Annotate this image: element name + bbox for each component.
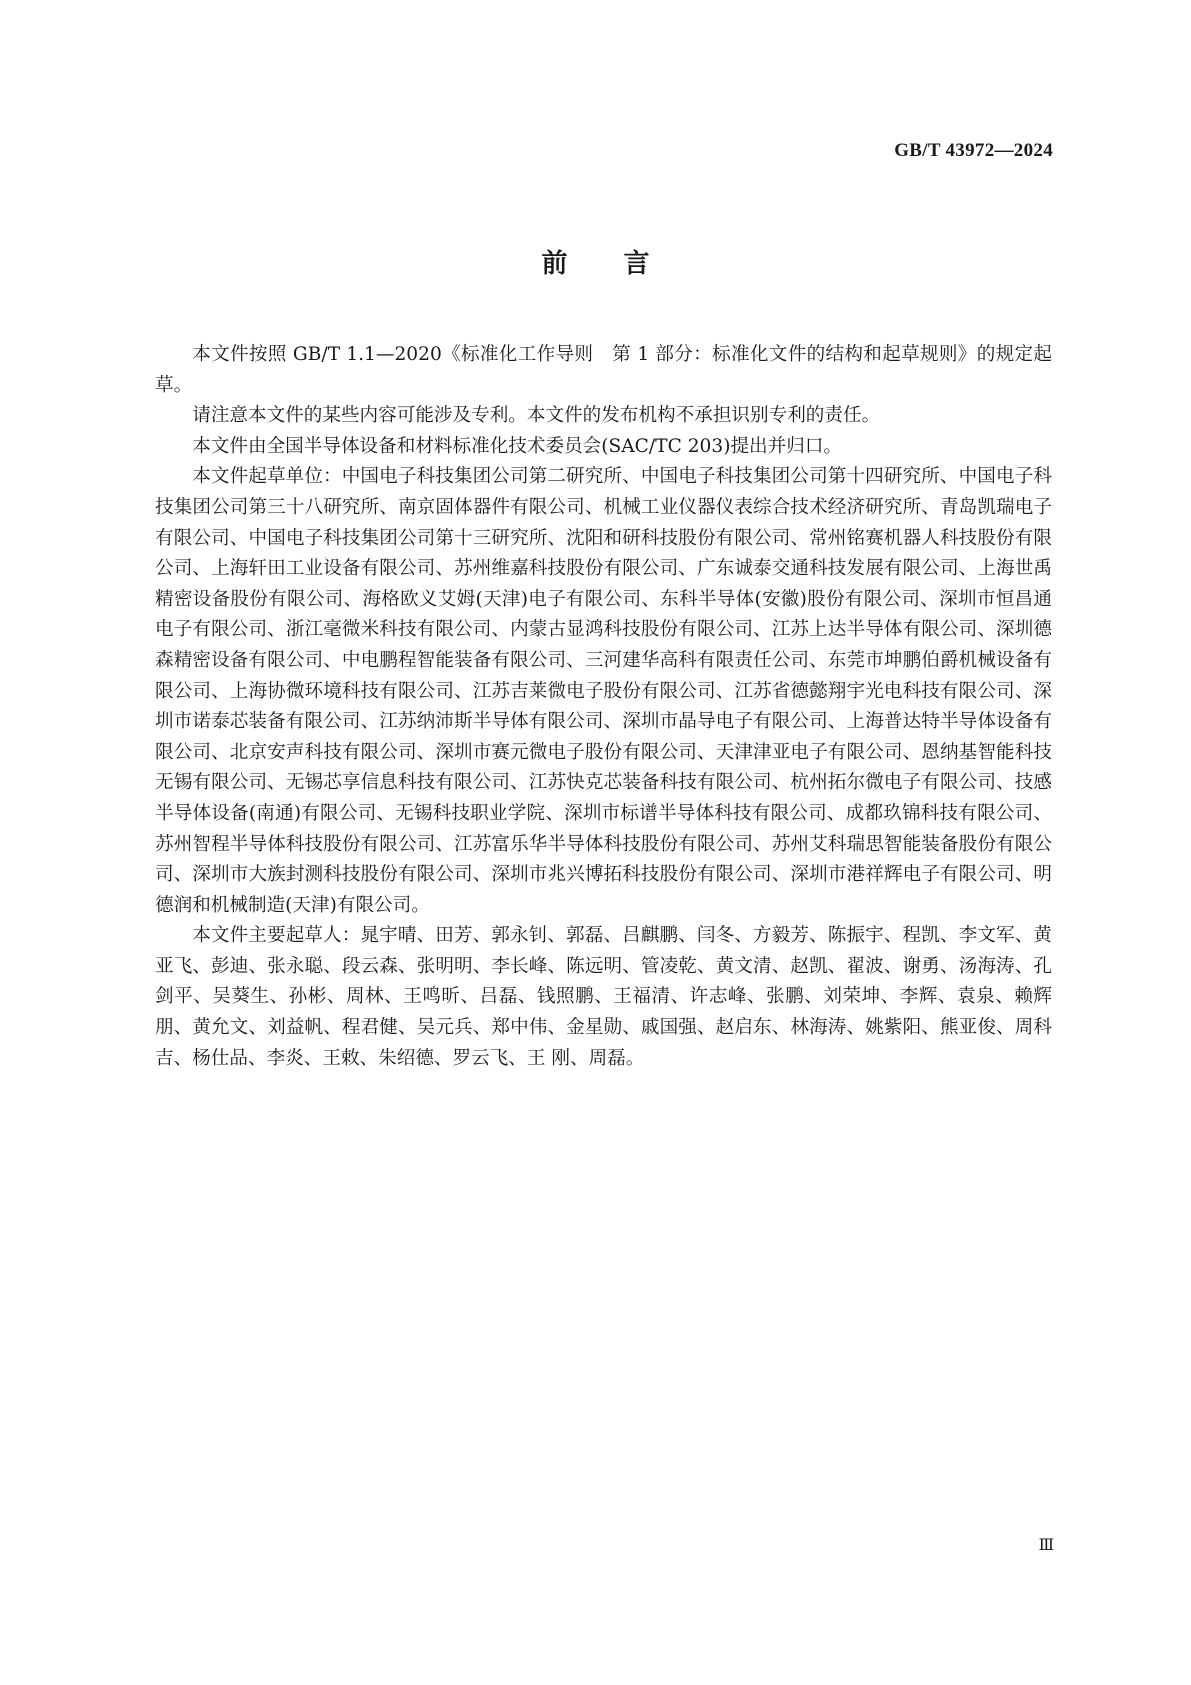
foreword-body xyxy=(155,340,1052,1074)
paragraph-drafters: 本文件主要起草人：晁宇晴、田芳、郭永钊、郭磊、吕麒鹏、闫冬、方毅芳、陈振宇、程凯、李文军、黄亚飞、彭迪、张永聪、段云森、张明明、李长峰、陈远明、管凌乾、黄文清、赵凯、翟波、谢勇、汤海涛、孔剑平、吴葵生、孙彬、周林、王鸣昕、吕磊、钱照鹏、王福清、许志峰、张鹏、刘荣坤、李辉、袁泉、赖辉朋、黄允文、刘益帆、程君健、吴元兵、郑中伟、金星勋、戚国强、赵启东、林海涛、姚紫阳、熊亚俊、周科吉、杨仕品、李炎、王敕、朱绍德、罗云飞、王 刚、周磊。 xyxy=(155,925,1052,1069)
paragraph-patent-notice: 请注意本文件的某些内容可能涉及专利。本文件的发布机构不承担识别专利的责任。 xyxy=(192,405,881,427)
standard-number: GB/T 43972—2024 xyxy=(894,140,1053,161)
page-title: 前言 xyxy=(541,249,706,279)
paragraph-drafting-rules: 本文件按照 GB/T 1.1—2020《标准化工作导则 第 1 部分：标准化文件的结构和起草规则》的规定起草。 xyxy=(155,344,1052,396)
page-number: Ⅲ xyxy=(1038,1537,1053,1554)
paragraph-drafting-units: 本文件起草单位：中国电子科技集团公司第二研究所、中国电子科技集团公司第十四研究所、中国电子科技集团公司第三十八研究所、南京固体器件有限公司、机械工业仪器仪表综合技术经济研究所、青岛凯瑞电子有限公司、中国电子科技集团公司第十三研究所、沈阳和研科技股份有限公司、常州铭赛机器人科技股份有限公司、上海轩田工业设备有限公司、苏州维嘉科技股份有限公司、广东诚泰交通科技发展有限公司、上海世禹精密设备股份有限公司、海格欧义艾姆(天津)电子有限公司、东科半导体(安徽)股份有限公司、深圳市恒昌通电子有限公司、浙江毫微米科技有限公司、内蒙古显鸿科技股份有限公司、江苏上达半导体有限公司、深圳德森精密设备有限公司、中电鹏程智能装备有限公司、三河建华高科有限责任公司、东莞市坤鹏伯爵机械设备有限公司、上海协微环境科技有限公司、江苏吉莱微电子股份有限公司、江苏省德懿翔宇光电科技有限公司、深圳市诺泰芯装备有限公司、江苏纳沛斯半导体有限公司、深圳市晶导电子有限公司、上海普达特半导体设备有限公司、北京安声科技有限公司、深圳市赛元微电子股份有限公司、天津津亚电子有限公司、恩纳基智能科技无锡有限公司、无锡芯享信息科技有限公司、江苏快克芯装备科技有限公司、杭州拓尔微电子有限公司、技感半导体设备(南通)有限公司、无锡科技职业学院、深圳市标谱半导体科技有限公司、成都玖锦科技有限公司、苏州智程半导体科技股份有限公司、江苏富乐华半导体科技股份有限公司、苏州艾科瑞思智能装备股份有限公司、深圳市大族封测科技股份有限公司、深圳市兆兴博拓科技股份有限公司、深圳市港祥辉电子有限公司、明德润和机械制造(天津)有限公司。 xyxy=(155,466,1052,916)
paragraph-proposer: 本文件由全国半导体设备和材料标准化技术委员会(SAC/TC 203)提出并归口。 xyxy=(192,435,843,457)
